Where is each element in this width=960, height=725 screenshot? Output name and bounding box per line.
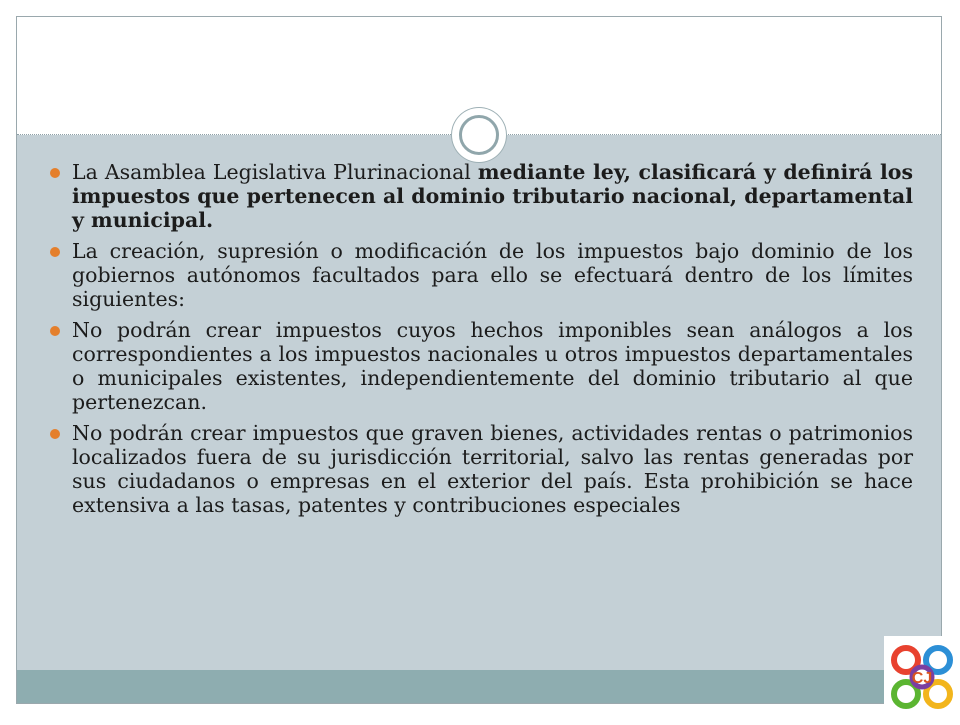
logo: [884, 636, 960, 720]
bullet-text: No podrán crear impuestos que graven bienes, actividades rentas o patrimonios localizados fuera de su jurisdicción territorial, salvo las rentas generadas por sus ciudadanos o empresas en el exterior del país. Esta prohibición se hace extensiva a las tasas, patentes y contribuciones especiales: [72, 421, 913, 517]
circle-ring-icon: [459, 115, 499, 155]
bullet-icon: [50, 168, 60, 178]
list-item: [56, 239, 913, 311]
bullet-icon: [50, 326, 60, 336]
bullet-text: La creación, supresión o modificación de los impuestos bajo dominio de los gobiernos autónomos facultados para ello se efectuará dentro de los límites siguientes:: [72, 239, 913, 311]
footer-bar: [17, 670, 941, 704]
list-item: [56, 421, 913, 517]
bullet-icon: [50, 429, 60, 439]
bullet-text: No podrán crear impuestos cuyos hechos imponibles sean análogos a los correspondientes a los impuestos nacionales u otros impuestos departamentales o municipales existentes, independientemente del dominio tributario al que pertenezcan.: [72, 318, 913, 414]
list-item: [56, 160, 913, 232]
bullet-text-bold: mediante ley, clasificará y definirá los impuestos que pertenecen al dominio tributario nacional, departamental y municipal.: [72, 160, 913, 232]
bullet-icon: [50, 247, 60, 257]
bullet-text-prefix: La Asamblea Legislativa Plurinacional: [72, 160, 478, 184]
bullet-list: [56, 160, 913, 524]
logo-icon: [884, 636, 960, 720]
svg-text:CJ: CJ: [911, 670, 933, 687]
list-item: [56, 318, 913, 414]
